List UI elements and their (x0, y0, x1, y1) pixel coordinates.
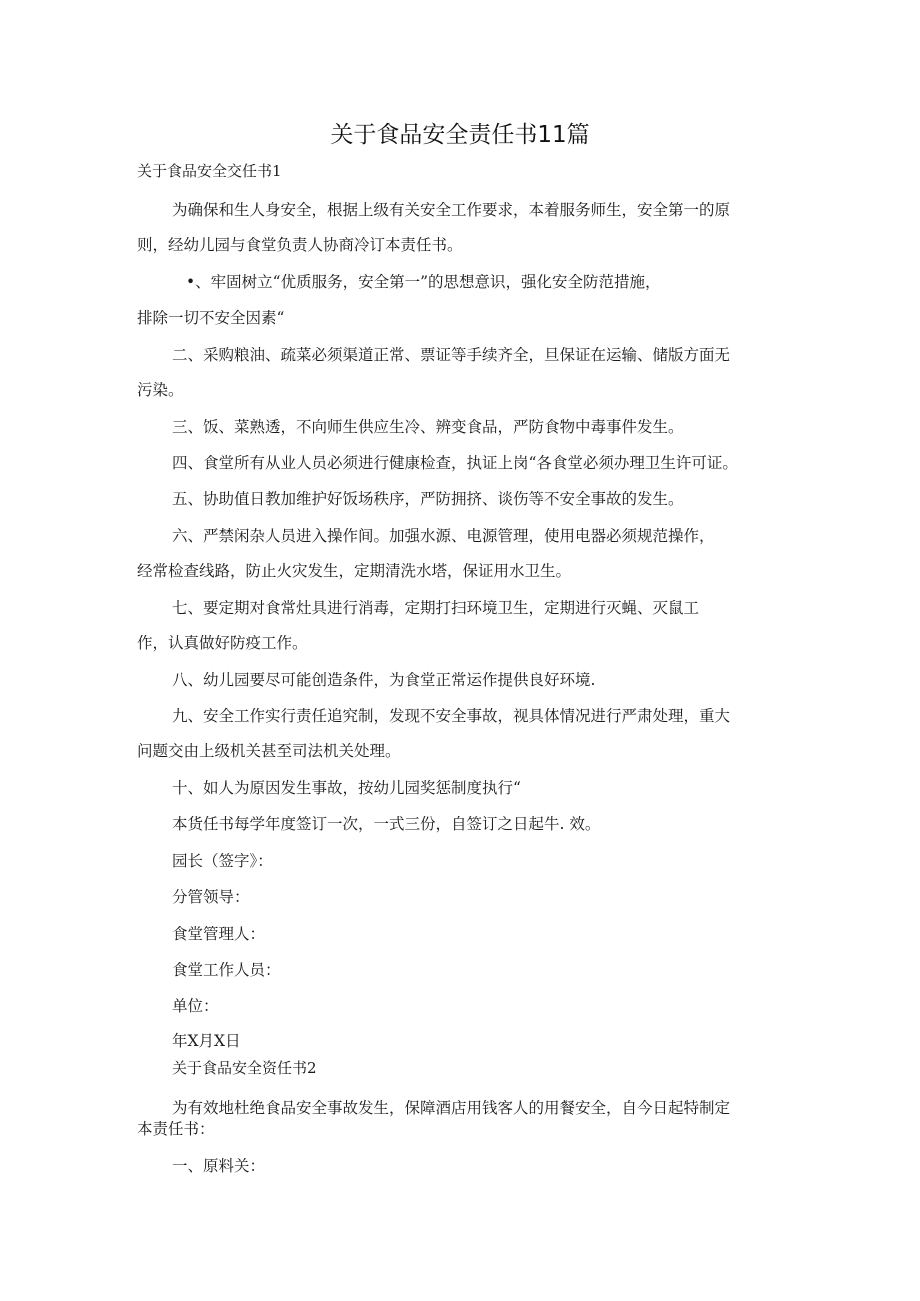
s1-item5: 五、协助值日教加维护好饭场秩序，严防拥挤、谈伤等不安全事故的发生。 (172, 490, 684, 508)
s1-item2-line2: 污染。 (137, 381, 184, 399)
s1-item6-line1: 六、严禁闲杂人员进入操作间。加强水源、电源管理，使用电器必须规范操作， (172, 527, 715, 545)
sign-manager: 食堂管理人： (172, 925, 266, 943)
sign-principal: 园长（签字》： (172, 852, 273, 870)
s2-item1: 一、原料关： (172, 1157, 266, 1175)
s1-item3: 三、饭、菜熟透，不向师生供应生冷、辨变食品，严防食物中毒事件发生。 (172, 418, 684, 436)
s1-item8: 八、幼儿园要尽可能创造条件，为食堂正常运作提供良好环境. (172, 671, 596, 689)
s2-intro-line1: 为有效地杜绝食品安全事故发生，保障酒店用钱客人的用餐安全，自今日起特制定 (172, 1099, 731, 1117)
s1-item9-line1: 九、安全工作实行责任追究制，发现不安全事故，视具体情况进行严肃处理，重大 (172, 707, 731, 725)
s1-item6-line2: 经常检查线路，防止火灾发生，定期清洗水塔，保证用水卫生。 (137, 562, 572, 580)
s1-validity: 本货任书每学年度签订一次，一式三份，自签订之日起牛. 效。 (172, 815, 601, 833)
s2-intro-line2: 本责任书： (137, 1120, 215, 1138)
s1-item10: 十、如人为原因发生事故，按幼儿园奖惩制度执行“ (172, 779, 521, 797)
sign-unit: 单位： (172, 997, 219, 1015)
s1-intro-line1: 为确保和生人身安全，根据上级有关安全工作要求，本着服务师生，安全第一的原 (172, 201, 731, 219)
s1-item7-line2: 作，认真做好防疫工作。 (137, 634, 308, 652)
s1-item7-line1: 七、要定期对食常灶具进行消毒，定期打扫环境卫生，定期进行灭蝇、灭鼠工 (172, 599, 700, 617)
s1-item1-line2: 排除一切不安全因素“ (137, 309, 285, 327)
document-title: 关于食品安全责任书11篇 (330, 122, 590, 148)
sign-staff: 食堂工作人员： (172, 961, 281, 979)
s1-item2-line1: 二、采购粮油、疏菜必须渠道正常、票证等手续齐全，旦保证在运输、储版方面无 (172, 346, 731, 364)
sign-date: 年X月X日 (172, 1032, 241, 1050)
section2-heading: 关于食品安全资任书2 (172, 1059, 317, 1077)
s1-intro-line2: 则，经幼儿园与食堂负责人协商冷订本责任书。 (137, 236, 463, 254)
s1-item9-line2: 问题交由上级机关甚至司法机关处理。 (137, 742, 401, 760)
s1-item4: 四、食堂所有从业人员必须进行健康检查，执证上岗“各食堂必须办理卫生许可证。 (172, 454, 738, 472)
s1-item1-line1: •、牢固树立“优质服务，安全第一”的思想意识，强化安全防范措施， (186, 273, 661, 291)
section1-heading: 关于食品安全交任书1 (137, 162, 282, 180)
sign-leader: 分管领导： (172, 888, 250, 906)
